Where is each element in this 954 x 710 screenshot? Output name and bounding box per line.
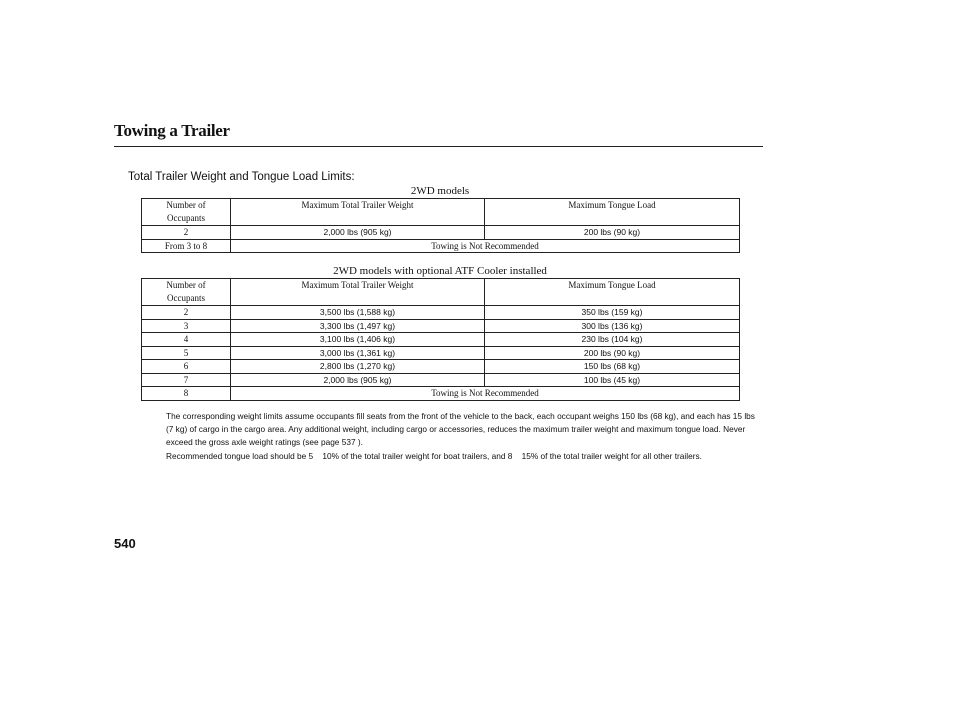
cell-occupants: 2 bbox=[142, 226, 231, 240]
cell-trailer-weight: 2,000 lbs (905 kg) bbox=[231, 226, 485, 240]
cell-tongue-load: 200 lbs (90 kg) bbox=[485, 226, 740, 240]
cell-occupants: 3 bbox=[142, 319, 231, 333]
note-tongue-load: Recommended tongue load should be 5 10% of the total trailer weight for boat trailers, and 8 15% of the total trailer weight for all other trailers. bbox=[166, 450, 702, 461]
cell-occupants: 8 bbox=[142, 387, 231, 401]
header-tongue-load: Maximum Tongue Load bbox=[485, 199, 740, 226]
header-tongue-load: Maximum Tongue Load bbox=[485, 279, 740, 306]
table-row bbox=[142, 373, 740, 387]
cell-trailer-weight: 3,000 lbs (1,361 kg) bbox=[231, 346, 485, 360]
table-header-row bbox=[142, 279, 740, 306]
notes bbox=[166, 410, 762, 463]
section-heading: Total Trailer Weight and Tongue Load Limits: bbox=[128, 171, 355, 183]
header-trailer-weight: Maximum Total Trailer Weight bbox=[231, 199, 485, 226]
table-header-row bbox=[142, 199, 740, 226]
cell-occupants: 2 bbox=[142, 306, 231, 320]
table-row bbox=[142, 226, 740, 240]
cell-occupants: 4 bbox=[142, 333, 231, 347]
towing-limits-table-2wd bbox=[141, 198, 740, 253]
table-caption-atf-cooler: 2WD models with optional ATF Cooler installed bbox=[333, 265, 547, 277]
cell-trailer-weight: 3,300 lbs (1,497 kg) bbox=[231, 319, 485, 333]
cell-occupants: 5 bbox=[142, 346, 231, 360]
cell-trailer-weight: 2,800 lbs (1,270 kg) bbox=[231, 360, 485, 374]
note-weight-assumptions: The corresponding weight limits assume occupants fill seats from the front of the vehicle to the back, each occupant weighs 150 lbs (68 kg), and each has 15 lbs (7 kg) of cargo in the cargo area. Any additional weight, including cargo or accessories, reduces the maximum trailer weight and maximum tongue load. Never exceed the gross axle weight ratings (see page 537 ). bbox=[166, 411, 755, 448]
cell-tongue-load: 350 lbs (159 kg) bbox=[485, 306, 740, 320]
table-row bbox=[142, 346, 740, 360]
page-number: 540 bbox=[114, 536, 136, 551]
header-occupants-label: Number of Occupants bbox=[166, 200, 206, 223]
cell-tongue-load: 230 lbs (104 kg) bbox=[485, 333, 740, 347]
cell-trailer-weight: 3,500 lbs (1,588 kg) bbox=[231, 306, 485, 320]
table-row bbox=[142, 306, 740, 320]
table-row bbox=[142, 387, 740, 401]
page-title: Towing a Trailer bbox=[114, 121, 230, 140]
header-occupants bbox=[142, 199, 231, 226]
cell-tongue-load: 150 lbs (68 kg) bbox=[485, 360, 740, 374]
cell-not-recommended: Towing is Not Recommended bbox=[231, 387, 740, 401]
table-row bbox=[142, 319, 740, 333]
table-row bbox=[142, 333, 740, 347]
cell-trailer-weight: 2,000 lbs (905 kg) bbox=[231, 373, 485, 387]
header-occupants-label: Number of Occupants bbox=[166, 280, 206, 303]
title-divider bbox=[114, 146, 763, 147]
table-caption-2wd: 2WD models bbox=[410, 185, 470, 197]
header-trailer-weight: Maximum Total Trailer Weight bbox=[231, 279, 485, 306]
header-occupants bbox=[142, 279, 231, 306]
towing-limits-table-atf-cooler bbox=[141, 278, 740, 401]
cell-tongue-load: 200 lbs (90 kg) bbox=[485, 346, 740, 360]
cell-not-recommended: Towing is Not Recommended bbox=[231, 239, 740, 253]
table-row bbox=[142, 239, 740, 253]
cell-occupants: From 3 to 8 bbox=[142, 239, 231, 253]
cell-tongue-load: 100 lbs (45 kg) bbox=[485, 373, 740, 387]
table-row bbox=[142, 360, 740, 374]
cell-trailer-weight: 3,100 lbs (1,406 kg) bbox=[231, 333, 485, 347]
cell-tongue-load: 300 lbs (136 kg) bbox=[485, 319, 740, 333]
cell-occupants: 7 bbox=[142, 373, 231, 387]
cell-occupants: 6 bbox=[142, 360, 231, 374]
